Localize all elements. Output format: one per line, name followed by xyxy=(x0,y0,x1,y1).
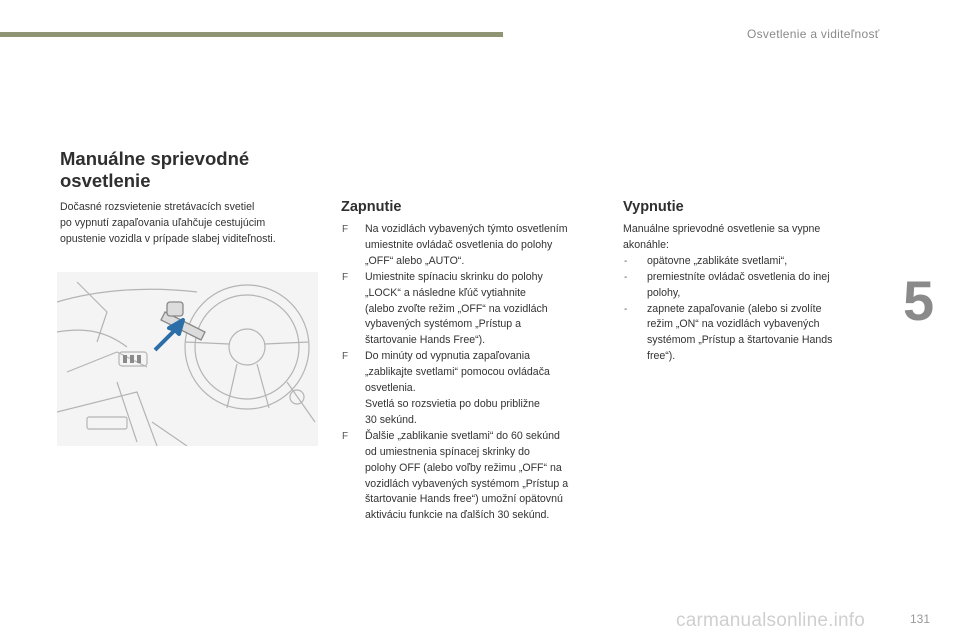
zapnutie-title: Zapnutie xyxy=(341,199,402,215)
item-line: „OFF“ alebo „AUTO“. xyxy=(365,254,465,267)
item-line: „zablikajte svetlami“ pomocou ovládača xyxy=(365,366,550,379)
square-arrow-bullet-icon: F xyxy=(342,271,349,283)
item-line: free“). xyxy=(647,350,676,363)
item-line: 30 sekúnd. xyxy=(365,413,417,426)
item-line: Umiestnite spínaciu skrinku do polohy xyxy=(365,270,543,283)
item-line: štartovanie Hands free“) umožní opätovnú xyxy=(365,493,563,506)
square-arrow-bullet-icon: F xyxy=(342,430,349,442)
list-item xyxy=(623,302,883,366)
item-line: polohy OFF (alebo voľby režimu „OFF“ na xyxy=(365,461,562,474)
page-title-line: osvetlenie xyxy=(60,170,151,191)
vypnutie-intro xyxy=(623,222,883,254)
item-line: osvetlenia. xyxy=(365,382,416,395)
item-line: štartovanie Hands Free“). xyxy=(365,334,486,347)
item-line: aktiváciu funkcie na ďalších 30 sekúnd. xyxy=(365,509,550,522)
watermark: carmanualsonline.info xyxy=(676,610,866,631)
item-line: režim „ON“ na vozidlách vybavených xyxy=(647,318,820,331)
list-item xyxy=(341,222,606,270)
item-line: vozidlách vybavených systémom „Prístup a xyxy=(365,477,569,490)
square-arrow-bullet-icon: F xyxy=(342,351,349,363)
item-line: Na vozidlách vybavených týmto osvetlením xyxy=(365,223,568,235)
item-line: Svetlá so rozsvietia po dobu približne xyxy=(365,397,540,410)
section-title: Osvetlenie a viditeľnosť xyxy=(747,27,880,41)
list-item xyxy=(623,254,883,270)
item-line: umiestnite ovládač osvetlenia do polohy xyxy=(365,238,553,251)
item-line: opätovne „zablikáte svetlami“, xyxy=(647,254,788,267)
page-title-line: Manuálne sprievodné xyxy=(60,148,250,169)
item-line: Ďalšie „zablikanie svetlami“ do 60 sekúnd xyxy=(365,429,560,442)
steering-column-light-stalk-illustration xyxy=(57,272,318,446)
intro-line: po vypnutí zapaľovania uľahčuje cestujúcim xyxy=(60,217,266,229)
item-line: (alebo zvoľte režim „OFF“ na vozidlách xyxy=(365,302,548,315)
vypnutie-title: Vypnutie xyxy=(623,199,684,215)
header-accent-bar xyxy=(0,32,503,37)
page-number: 131 xyxy=(910,612,931,626)
item-line: polohy, xyxy=(647,286,681,299)
square-arrow-bullet-icon: F xyxy=(342,224,349,235)
intro-paragraph xyxy=(60,199,320,247)
list-item xyxy=(341,270,606,350)
item-line: vybavených systémom „Prístup a xyxy=(365,318,522,331)
intro-line: Manuálne sprievodné osvetlenie sa vypne xyxy=(623,223,821,235)
item-line: od umiestnenia spínacej skrinky do xyxy=(365,445,530,458)
zapnutie-list xyxy=(341,222,606,524)
dash-bullet: - xyxy=(624,271,628,283)
item-line: Do minúty od vypnutia zapaľovania xyxy=(365,350,531,363)
list-item xyxy=(623,270,883,302)
item-line: systémom „Prístup a štartovanie Hands xyxy=(647,334,833,347)
intro-line: opustenie vozidla v prípade slabej viditeľnosti. xyxy=(60,233,276,245)
chapter-number: 5 xyxy=(903,269,935,332)
list-item xyxy=(341,429,606,524)
item-line: „LOCK“ a následne kľúč vytiahnite xyxy=(365,286,526,299)
list-item xyxy=(341,349,606,429)
page-title xyxy=(60,148,300,192)
dash-bullet: - xyxy=(624,255,628,267)
intro-line: Dočasné rozsvietenie stretávacích svetiel xyxy=(60,201,255,213)
vypnutie-list xyxy=(623,222,883,365)
item-line: zapnete zapaľovanie (alebo si zvolíte xyxy=(647,302,822,315)
dash-bullet: - xyxy=(624,303,628,315)
item-line: premiestníte ovládač osvetlenia do inej xyxy=(647,270,830,283)
intro-line: akonáhle: xyxy=(623,238,669,251)
